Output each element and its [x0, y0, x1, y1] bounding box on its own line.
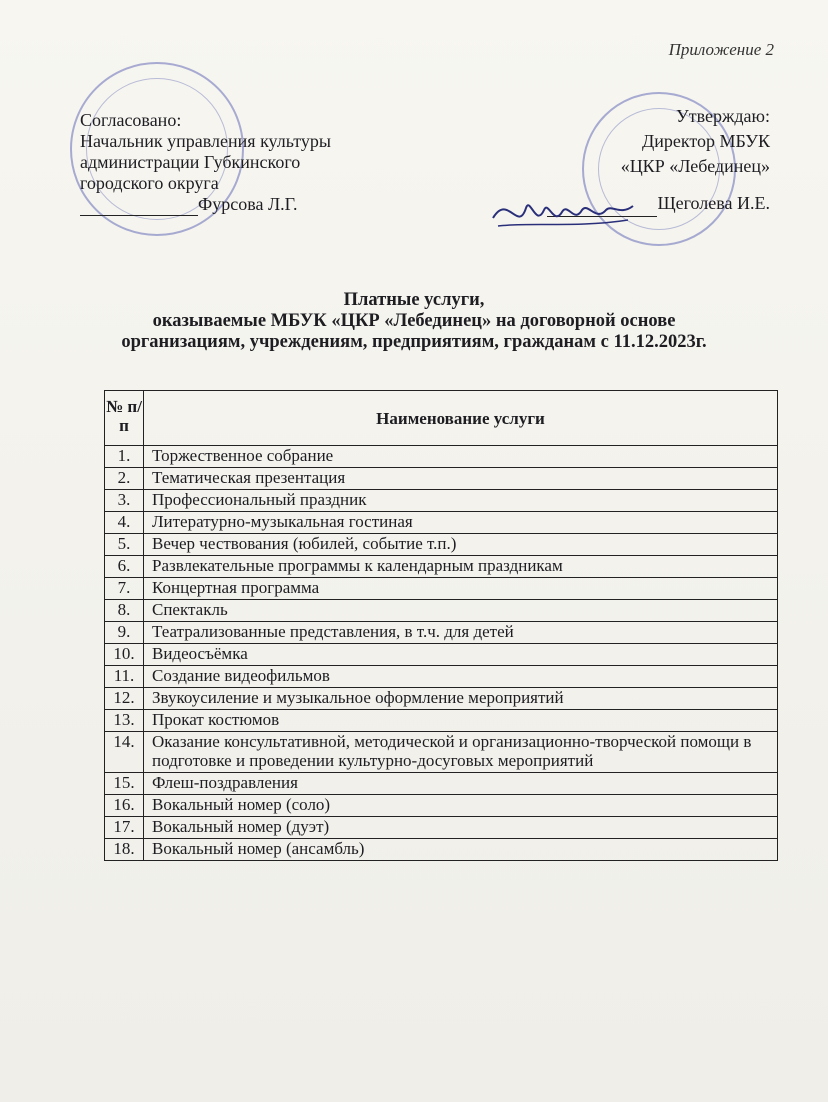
- row-service-name: Торжественное собрание: [144, 446, 778, 468]
- services-table: [104, 390, 778, 861]
- table-row: [105, 795, 778, 817]
- row-number: 18.: [105, 839, 144, 861]
- row-number: 7.: [105, 578, 144, 600]
- row-number: 11.: [105, 666, 144, 688]
- table-row: [105, 446, 778, 468]
- left-position-line: Начальник управления культуры: [80, 131, 331, 151]
- left-signer-name: Фурсова Л.Г.: [198, 194, 298, 214]
- left-signature-line: [80, 194, 331, 216]
- table-row: [105, 556, 778, 578]
- appendix-label: Приложение 2: [668, 40, 774, 59]
- agreed-heading: Согласовано:: [80, 110, 182, 130]
- row-number: 5.: [105, 534, 144, 556]
- row-number: 14.: [105, 732, 144, 773]
- handwritten-signature: [488, 188, 638, 238]
- table-body: [105, 446, 778, 861]
- row-service-name: Видеосъёмка: [144, 644, 778, 666]
- row-number: 10.: [105, 644, 144, 666]
- header-number: № п/п: [105, 391, 144, 446]
- table-row: [105, 710, 778, 732]
- row-service-name: Вокальный номер (ансамбль): [144, 839, 778, 861]
- row-service-name: Профессиональный праздник: [144, 490, 778, 512]
- table-row: [105, 688, 778, 710]
- title-line: оказываемые МБУК «ЦКР «Лебединец» на договорной основе: [152, 311, 676, 331]
- left-position-line: городского округа: [80, 173, 219, 193]
- left-position-line: администрации Губкинского: [80, 152, 301, 172]
- table-row: [105, 578, 778, 600]
- row-number: 16.: [105, 795, 144, 817]
- row-number: 4.: [105, 512, 144, 534]
- row-service-name: Литературно-музыкальная гостиная: [144, 512, 778, 534]
- row-number: 17.: [105, 817, 144, 839]
- right-signer-name: Щеголева И.Е.: [657, 193, 770, 213]
- row-number: 12.: [105, 688, 144, 710]
- right-position-line: «ЦКР «Лебединец»: [620, 156, 770, 176]
- row-number: 3.: [105, 490, 144, 512]
- table-row: [105, 644, 778, 666]
- table-row: [105, 622, 778, 644]
- row-service-name: Театрализованные представления, в т.ч. для детей: [144, 622, 778, 644]
- row-number: 15.: [105, 773, 144, 795]
- row-service-name: Развлекательные программы к календарным праздникам: [144, 556, 778, 578]
- table-row: [105, 534, 778, 556]
- row-service-name: Оказание консультативной, методической и организационно-творческой помощи в подготовке и проведении культурно-досуговых мероприятий: [144, 732, 778, 773]
- table-row: [105, 666, 778, 688]
- row-service-name: Звукоусиление и музыкальное оформление мероприятий: [144, 688, 778, 710]
- row-number: 9.: [105, 622, 144, 644]
- table-row: [105, 817, 778, 839]
- table-row: [105, 732, 778, 773]
- row-service-name: Концертная программа: [144, 578, 778, 600]
- signature-underline: [80, 194, 198, 216]
- row-service-name: Прокат костюмов: [144, 710, 778, 732]
- row-service-name: Вокальный номер (соло): [144, 795, 778, 817]
- row-service-name: Тематическая презентация: [144, 468, 778, 490]
- table-header-row: [105, 391, 778, 446]
- row-service-name: Вечер чествования (юбилей, событие т.п.): [144, 534, 778, 556]
- title-line: Платные услуги,: [343, 290, 485, 310]
- title-line: организациям, учреждениям, предприятиям, гражданам с 11.12.2023г.: [121, 332, 707, 352]
- right-position-line: Директор МБУК: [642, 131, 770, 151]
- table-row: [105, 490, 778, 512]
- table-row: [105, 468, 778, 490]
- table-row: [105, 773, 778, 795]
- row-number: 2.: [105, 468, 144, 490]
- row-service-name: Спектакль: [144, 600, 778, 622]
- table-row: [105, 600, 778, 622]
- row-number: 8.: [105, 600, 144, 622]
- header-service-name: Наименование услуги: [144, 391, 778, 446]
- row-number: 13.: [105, 710, 144, 732]
- approve-heading: Утверждаю:: [675, 106, 770, 126]
- row-number: 6.: [105, 556, 144, 578]
- row-service-name: Создание видеофильмов: [144, 666, 778, 688]
- document-title: [0, 290, 828, 353]
- table-row: [105, 512, 778, 534]
- row-service-name: Флеш-поздравления: [144, 773, 778, 795]
- row-service-name: Вокальный номер (дуэт): [144, 817, 778, 839]
- row-number: 1.: [105, 446, 144, 468]
- table-row: [105, 839, 778, 861]
- approval-block-left: [80, 110, 331, 216]
